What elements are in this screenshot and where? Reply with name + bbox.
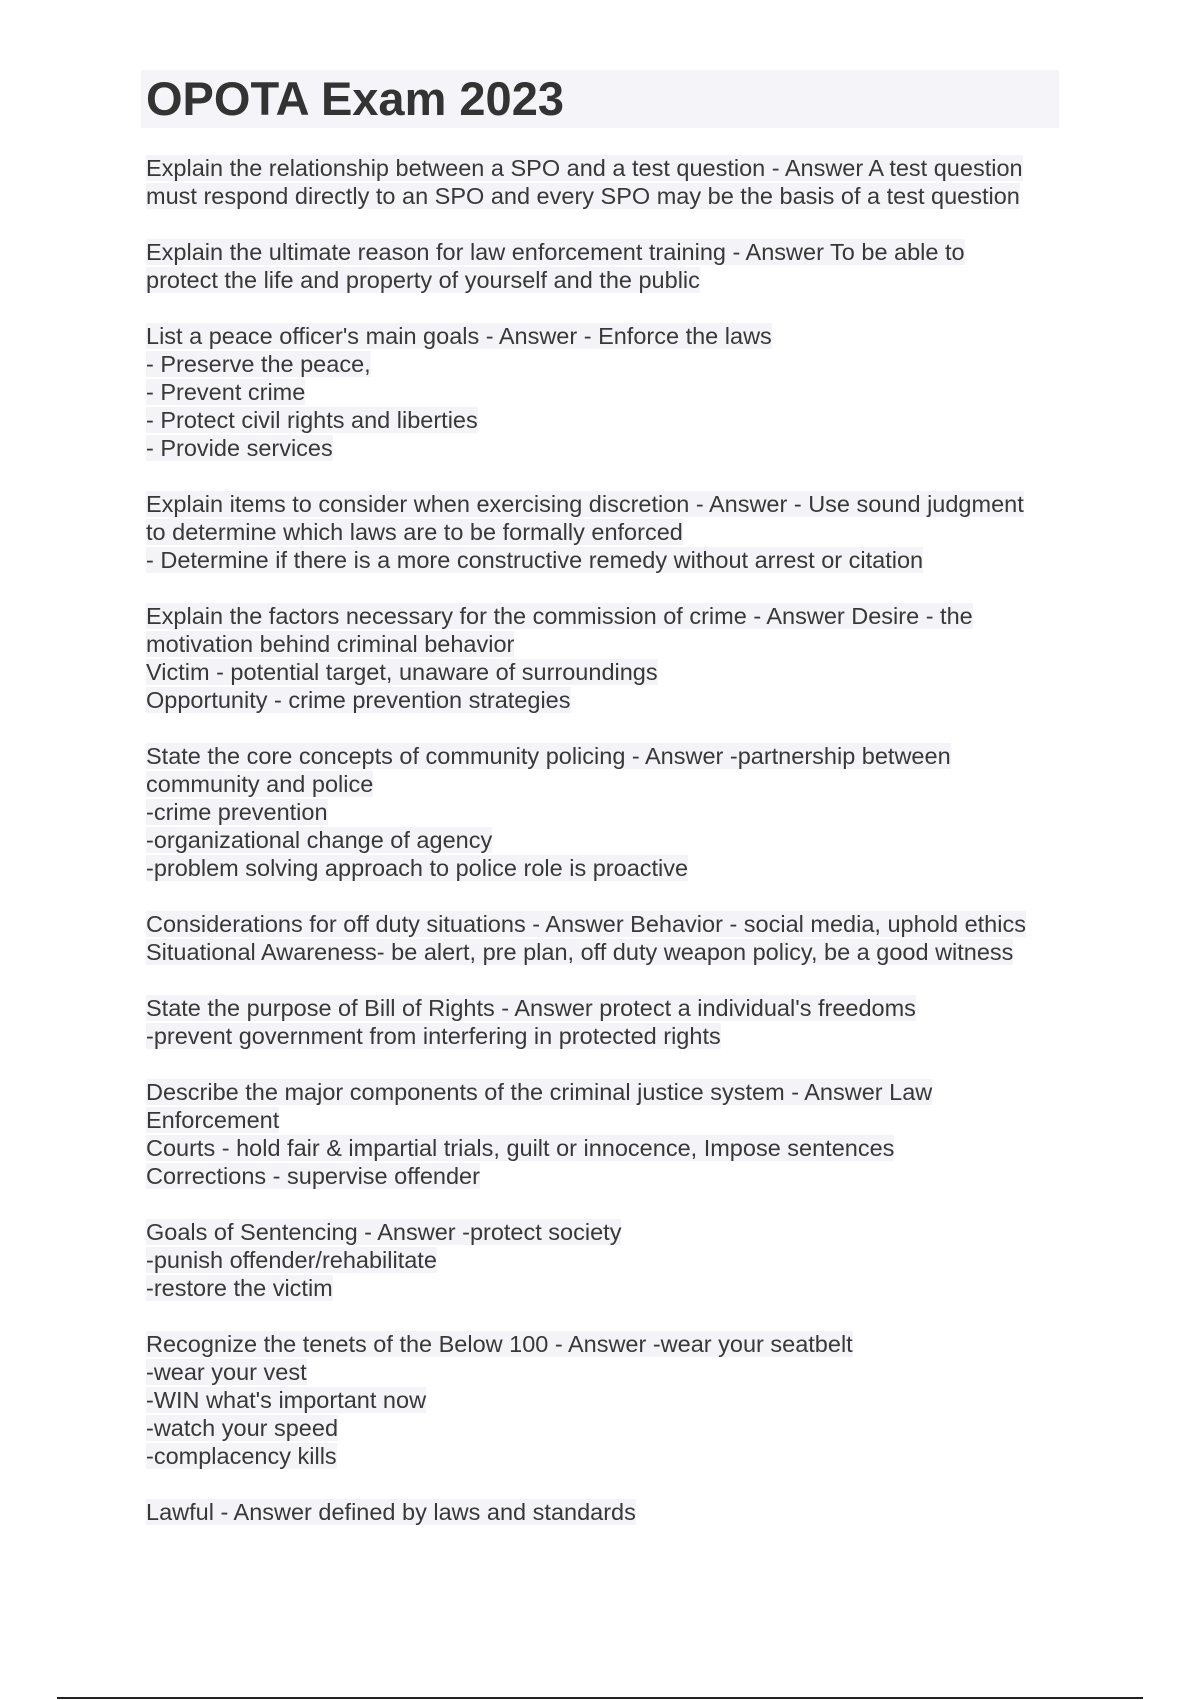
qa-line: -crime prevention [146, 799, 328, 825]
qa-line: - Determine if there is a more constructive remedy without arrest or citation [146, 547, 924, 573]
qa-line: - Protect civil rights and liberties [146, 407, 478, 433]
qa-entry [146, 602, 1066, 714]
qa-line: -wear your vest [146, 1359, 307, 1385]
qa-line: -complacency kills [146, 1443, 337, 1469]
qa-entry [146, 1078, 1066, 1190]
qa-line: Explain the ultimate reason for law enforcement training - Answer To be able to [146, 239, 965, 265]
qa-line: State the core concepts of community policing - Answer -partnership between [146, 743, 951, 769]
qa-line: -prevent government from interfering in protected rights [146, 1023, 721, 1049]
qa-line: Considerations for off duty situations - Answer Behavior - social media, uphold ethics [146, 911, 1026, 937]
qa-entry [146, 490, 1066, 574]
qa-entry [146, 910, 1066, 966]
qa-line: List a peace officer's main goals - Answer - Enforce the laws [146, 323, 772, 349]
qa-entry [146, 994, 1066, 1050]
document-title: OPOTA Exam 2023 [146, 72, 564, 125]
qa-line: Corrections - supervise offender [146, 1163, 480, 1189]
qa-entry [146, 322, 1066, 462]
qa-entry [146, 154, 1066, 210]
qa-line: community and police [146, 771, 374, 797]
qa-line: Lawful - Answer defined by laws and standards [146, 1499, 636, 1525]
qa-entry [146, 1218, 1066, 1302]
qa-line: Recognize the tenets of the Below 100 - Answer -wear your seatbelt [146, 1331, 853, 1357]
qa-line: Describe the major components of the criminal justice system - Answer Law [146, 1079, 933, 1105]
qa-entry [146, 1330, 1066, 1470]
qa-line: Situational Awareness- be alert, pre plan, off duty weapon policy, be a good witness [146, 939, 1014, 965]
qa-line: motivation behind criminal behavior [146, 631, 515, 657]
qa-line: -WIN what's important now [146, 1387, 427, 1413]
qa-line: - Prevent crime [146, 379, 306, 405]
qa-entry [146, 1498, 1066, 1526]
qa-list [146, 154, 1066, 1554]
qa-line: -restore the victim [146, 1275, 333, 1301]
qa-line: Explain the relationship between a SPO and a test question - Answer A test question [146, 155, 1023, 181]
qa-line: Courts - hold fair & impartial trials, guilt or innocence, Impose sentences [146, 1135, 895, 1161]
qa-line: to determine which laws are to be formally enforced [146, 519, 683, 545]
qa-line: -organizational change of agency [146, 827, 493, 853]
qa-line: Explain the factors necessary for the commission of crime - Answer Desire - the [146, 603, 973, 629]
qa-line: -punish offender/rehabilitate [146, 1247, 437, 1273]
footer-divider [57, 1697, 1143, 1699]
qa-line: Victim - potential target, unaware of surroundings [146, 659, 658, 685]
qa-line: must respond directly to an SPO and every SPO may be the basis of a test question [146, 183, 1020, 209]
qa-line: Opportunity - crime prevention strategies [146, 687, 571, 713]
qa-line: -problem solving approach to police role is proactive [146, 855, 689, 881]
qa-line: Explain items to consider when exercising discretion - Answer - Use sound judgment [146, 491, 1024, 517]
qa-line: Enforcement [146, 1107, 280, 1133]
qa-line: - Provide services [146, 435, 333, 461]
qa-entry [146, 742, 1066, 882]
qa-line: Goals of Sentencing - Answer -protect society [146, 1219, 622, 1245]
qa-entry [146, 238, 1066, 294]
qa-line: -watch your speed [146, 1415, 339, 1441]
qa-line: - Preserve the peace, [146, 351, 371, 377]
qa-line: protect the life and property of yourself and the public [146, 267, 700, 293]
qa-line: State the purpose of Bill of Rights - Answer protect a individual's freedoms [146, 995, 916, 1021]
